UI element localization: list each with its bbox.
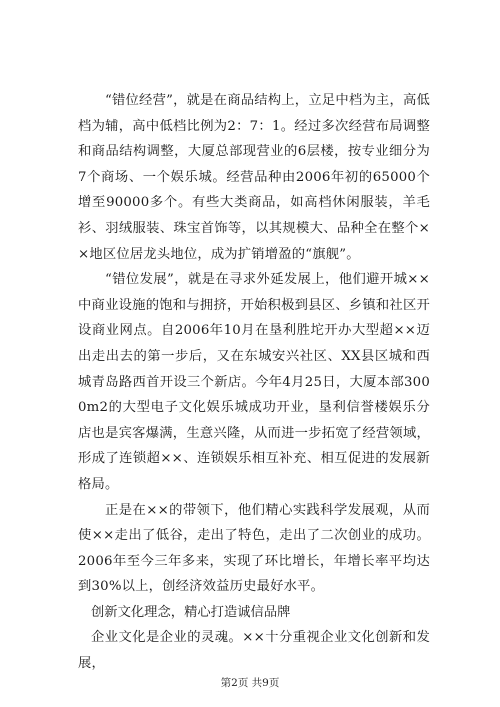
paragraph-staggered-development: “错位发展”，就是在寻求外延发展上，他们避开城××中商业设施的饱和与拥挤，开始积极到县区、乡镇和社区开设商业网点。自2006年10月在垦利胜坨开办大型超××迈出走出去的第一步后，又在东城安兴社区、XX县区城和西城青岛路西首开设三个新店。今年4月25日，大厦本部3000m2的大型电子文化娱乐城成功开业，垦利信誉楼娱乐分店也是宾客爆满，生意兴隆，从而进一步拓宽了经营领域，形成了连锁超××、连锁娱乐相互补充、相互促进的发展新格局。 [78, 272, 430, 492]
paragraph-corporate-culture: 企业文化是企业的灵魂。××十分重视企业文化创新和发展， [78, 630, 430, 672]
section-heading-culture: 创新文化理念，精心打造诚信品牌 [91, 604, 291, 620]
page-number-footer: 第2页 共9页 [220, 677, 280, 689]
paragraph-staggered-operation: “错位经营”，就是在商品结构上，立足中档为主，高低档为辅，高中低档比例为2：7：1。经过多次经营布局调整和商品结构调整，大厦总部现营业的6层楼，按专业细分为7个商场、一个娱乐城。经营品种由2006年初的65000个增至90000多个。有些大类商品，如高档休闲服装，羊毛衫、羽绒服装、珠宝首饰等，以其规模大、品种全在整个××地区位居龙头地位，成为扩销增盈的“旗舰”。 [78, 93, 430, 262]
document-body [78, 88, 430, 677]
paragraph-scientific-development: 正是在××的带领下，他们精心实践科学发展观，从而使××走出了低谷，走出了特色，走出了二次创业的成功。2006年至今三年多来，实现了环比增长，年增长率平均达到30%以上，创经济效益历史最好水平。 [78, 502, 430, 595]
